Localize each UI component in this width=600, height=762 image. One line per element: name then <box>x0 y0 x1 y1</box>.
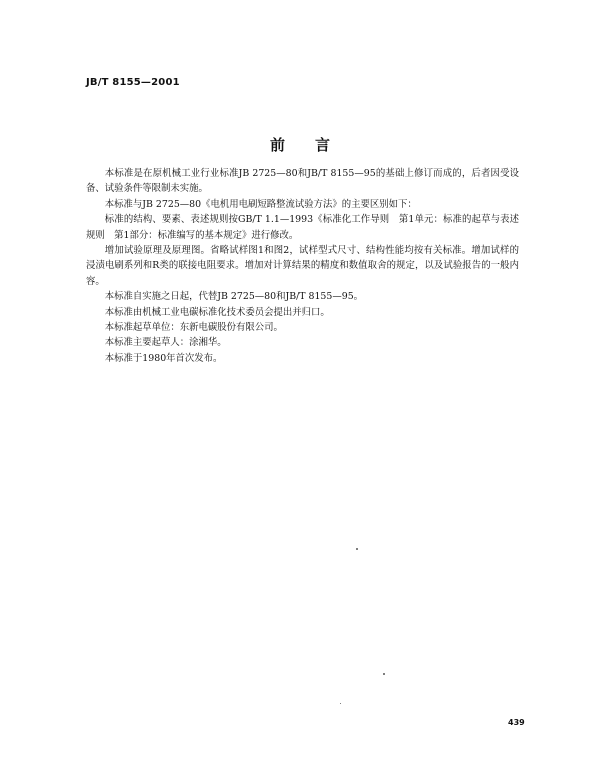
page-title: 前言 <box>269 136 360 154</box>
paragraph-structure-rules: 标准的结构、要素、表述规则按GB/T 1.1—1993《标准化工作导则 第1单元：标准的起草与表述规则 第1部分：标准编写的基本规定》进行修改。 <box>86 214 519 241</box>
paragraph-drafting-unit: 本标准起草单位：东新电碳股份有限公司。 <box>104 322 283 334</box>
paragraph-first-issue: 本标准于1980年首次发布。 <box>104 352 223 364</box>
scan-speck <box>356 548 358 550</box>
scan-speck <box>383 673 385 675</box>
paragraph-main-differences: 本标准与JB 2725—80《电机用电刷短路整流试验方法》的主要区别如下： <box>104 198 417 210</box>
paragraph-revision-basis: 本标准是在原机械工业行业标准JB 2725—80和JB/T 8155—95的基础上修订而成的，后者因受设备、试验条件等限制未实施。 <box>86 168 519 195</box>
page-number: 439 <box>508 718 525 727</box>
paragraph-additions: 增加试验原理及原理图。省略试样图1和图2，试样型式尺寸、结构性能均按有关标准。增加试样的浸渍电刷系列和R类的联接电阻要求。增加对计算结果的精度和数值取舍的规定，以及试验报告的一般内容。 <box>86 245 519 287</box>
paragraph-supersedes: 本标准自实施之日起，代替JB 2725—80和JB/T 8155—95。 <box>104 291 364 303</box>
scan-speck <box>340 703 341 704</box>
document-body <box>86 166 519 366</box>
standard-code-header: JB/T 8155—2001 <box>86 77 180 88</box>
paragraph-proposed-by: 本标准由机械工业电碳标准化技术委员会提出并归口。 <box>104 306 330 318</box>
paragraph-drafters: 本标准主要起草人：涂湘华。 <box>104 337 227 349</box>
